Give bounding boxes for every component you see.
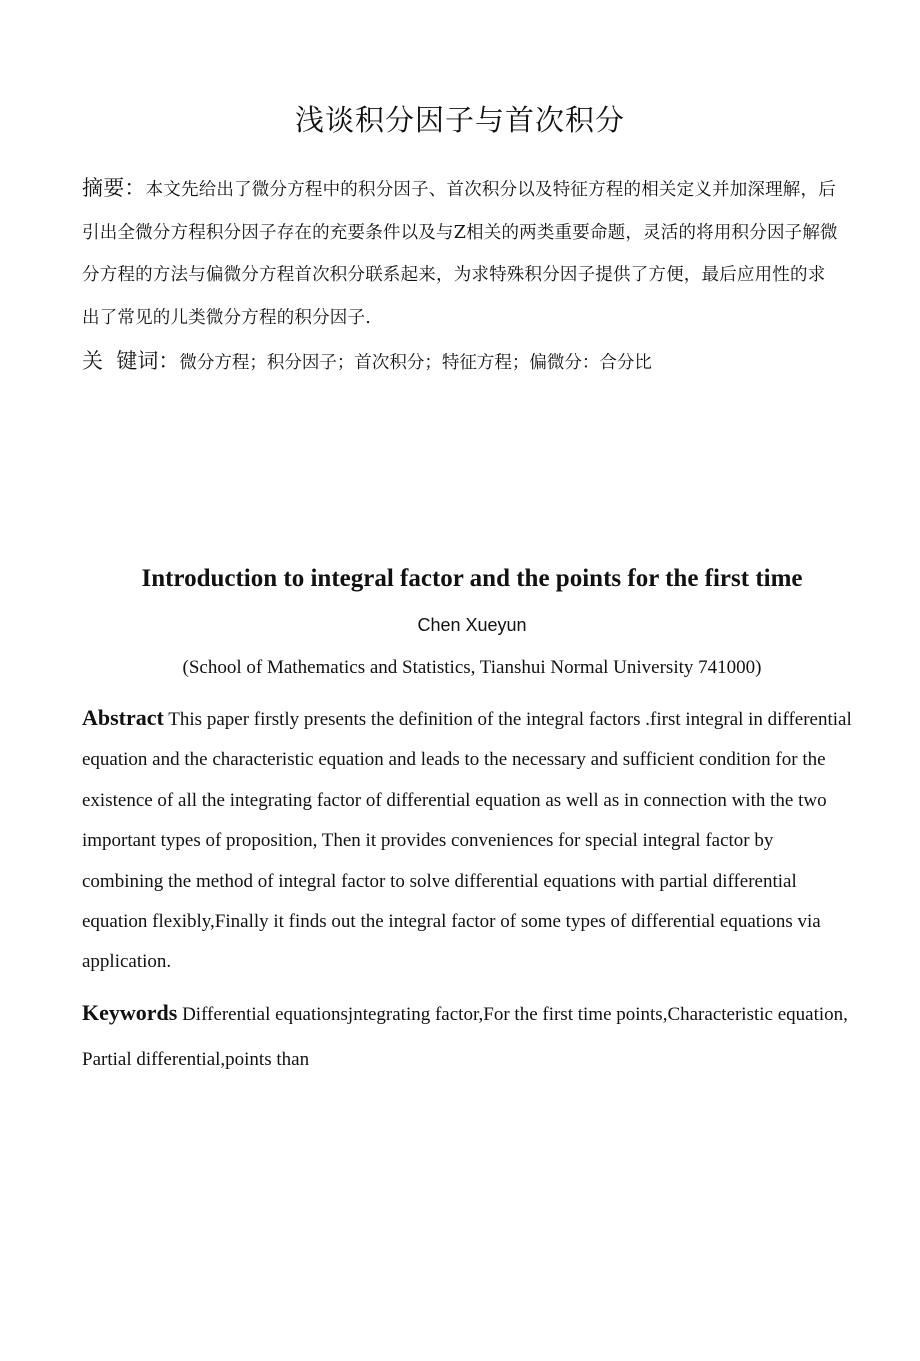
english-keywords [82,990,852,1082]
chinese-keywords-text: 微分方程；积分因子；首次积分；特征方程；偏微分：合分比 [179,353,652,373]
chinese-title: 浅谈积分因子与首次积分 [294,103,625,137]
chinese-abstract-label: 摘要： [82,176,146,200]
chinese-keywords [82,342,842,382]
english-abstract-label: Abstract [82,705,164,730]
author-affiliation: (School of Mathematics and Statistics, Tianshui Normal University 741000) [182,657,762,678]
english-title: Introduction to integral factor and the points for the first time [141,565,803,592]
english-abstract [82,698,852,983]
english-keywords-label: Keywords [82,1000,178,1025]
english-abstract-text: This paper firstly presents the definition of the integral factors .first integral in differential equation and the characteristic equation and leads to the necessary and sufficient condition for the existence of all the integrating factor of differential equation as well as in connection with the two important types of proposition, Then it provides conveniences for special integral factor by combining the method of integral factor to solve differential equations with partial differential equation flexibly,Finally it finds out the integral factor of some types of differential equations via application. [82,709,852,973]
chinese-abstract-text: 本文先给出了微分方程中的积分因子、首次积分以及特征方程的相关定义并加深理解，后引出全微分方程积分因子存在的充要条件以及与Z相关的两类重要命题，灵活的将用积分因子解微分方程的方法与偏微分方程首次积分联系起来，为求特殊积分因子提供了方便，最后应用性的求出了常见的儿类微分方程的积分因子. [82,180,838,328]
author-name: Chen Xueyun [417,615,527,635]
chinese-abstract [82,167,842,339]
chinese-keywords-label: 关 键词： [82,349,180,373]
english-keywords-text: Differential equationsjntegrating factor,For the first time points,Characteristic equation, Partial differential,points than [82,1004,848,1070]
